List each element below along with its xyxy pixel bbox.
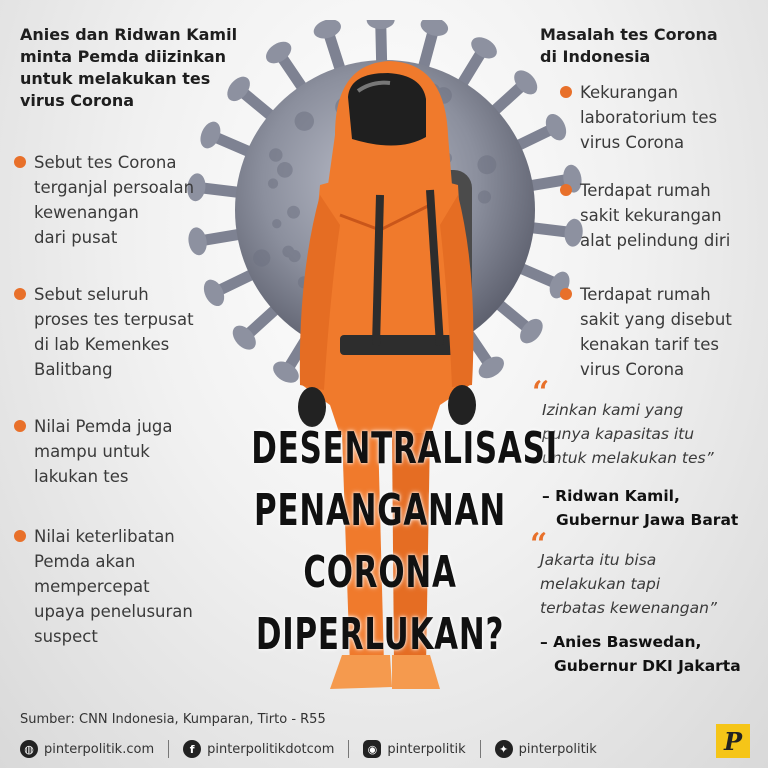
facebook-label: pinterpolitikdotcom: [207, 741, 335, 757]
headline-line: DIPERLUKAN?: [255, 609, 505, 660]
website-label: pinterpolitik.com: [44, 741, 155, 757]
quote-mark-icon: “: [532, 375, 550, 410]
right-item-line: Kekurangan: [580, 83, 679, 102]
right-item-line: virus Corona: [580, 360, 685, 379]
right-title-line: Masalah tes Corona: [540, 25, 718, 44]
left-item-line: Nilai keterlibatan: [34, 527, 175, 546]
headline: [215, 418, 558, 666]
left-column-title: [20, 24, 237, 112]
globe-icon: ◍: [20, 740, 38, 758]
instagram-label: pinterpolitik: [387, 741, 466, 757]
right-item-line: laboratorium tes: [580, 108, 718, 127]
attribution-line: Gubernur DKI Jakarta: [554, 657, 741, 675]
right-item-line: Terdapat rumah: [580, 181, 711, 200]
quote-line: Jakarta itu bisa: [540, 551, 657, 569]
left-item-line: Nilai Pemda juga: [34, 417, 173, 436]
twitter-link[interactable]: [495, 740, 611, 758]
left-item-2: [14, 282, 194, 382]
bullet-icon: [14, 288, 26, 300]
website-link[interactable]: [20, 740, 169, 758]
instagram-icon: ◉: [363, 740, 381, 758]
left-item-1: [14, 150, 194, 250]
left-item-line: lakukan tes: [34, 467, 129, 486]
quote-attribution-anies: [540, 630, 741, 678]
left-item-line: Pemda akan: [34, 552, 136, 571]
pinterpolitik-logo[interactable]: P: [716, 724, 750, 758]
left-item-line: kewenangan: [34, 203, 139, 222]
left-title-line: Anies dan Ridwan Kamil: [20, 25, 238, 44]
quote-line: punya kapasitas itu: [542, 425, 695, 443]
left-item-3: [14, 414, 173, 489]
quote-line: terbatas kewenangan”: [540, 599, 717, 617]
quote-line: Izinkan kami yang: [542, 401, 684, 419]
right-item-3: [560, 282, 732, 382]
quote-mark-icon: “: [530, 527, 548, 562]
right-item-line: sakit yang disebut: [580, 310, 732, 329]
instagram-link[interactable]: [363, 740, 480, 758]
left-item-line: mampu untuk: [34, 442, 150, 461]
left-item-line: di lab Kemenkes: [34, 335, 170, 354]
attribution-line: Gubernur Jawa Barat: [556, 511, 739, 529]
bullet-icon: [14, 530, 26, 542]
left-title-line: virus Corona: [20, 91, 135, 110]
headline-line: CORONA: [303, 547, 457, 598]
quote-line: melakukan tapi: [540, 575, 661, 593]
left-item-line: Sebut tes Corona: [34, 153, 177, 172]
right-item-2: [560, 178, 730, 253]
quote-ridwan-kamil: [542, 398, 714, 470]
left-item-line: Balitbang: [34, 360, 113, 379]
quote-anies-baswedan: [540, 548, 717, 620]
left-item-4: [14, 524, 193, 649]
left-item-line: mempercepat: [34, 577, 150, 596]
left-item-line: proses tes terpusat: [34, 310, 194, 329]
left-item-line: Sebut seluruh: [34, 285, 149, 304]
right-item-line: virus Corona: [580, 133, 685, 152]
left-item-line: suspect: [34, 627, 98, 646]
right-item-line: sakit kekurangan: [580, 206, 722, 225]
bullet-icon: [560, 288, 572, 300]
attribution-line: – Anies Baswedan,: [540, 633, 702, 651]
quote-line: untuk melakukan tes”: [542, 449, 714, 467]
source-credit: Sumber: CNN Indonesia, Kumparan, Tirto - R55: [20, 712, 326, 727]
left-item-line: upaya penelusuran: [34, 602, 193, 621]
twitter-label: pinterpolitik: [518, 741, 597, 757]
attribution-line: – Ridwan Kamil,: [542, 487, 680, 505]
bullet-icon: [560, 184, 572, 196]
right-item-1: [560, 80, 717, 155]
left-title-line: untuk melakukan tes: [20, 69, 211, 88]
headline-line: DESENTRALISASI: [251, 423, 558, 474]
bullet-icon: [14, 420, 26, 432]
left-title-line: minta Pemda diizinkan: [20, 47, 227, 66]
bullet-icon: [560, 86, 572, 98]
right-title-line: di Indonesia: [540, 47, 651, 66]
left-item-line: dari pusat: [34, 228, 118, 247]
right-item-line: kenakan tarif tes: [580, 335, 719, 354]
facebook-icon: f: [183, 740, 201, 758]
headline-line: PENANGANAN: [254, 485, 506, 536]
right-item-line: Terdapat rumah: [580, 285, 711, 304]
quote-attribution-ridwan: [542, 484, 738, 532]
social-links: [20, 737, 625, 761]
twitter-icon: ✦: [495, 740, 513, 758]
left-item-line: terganjal persoalan: [34, 178, 195, 197]
right-item-line: alat pelindung diri: [580, 231, 731, 250]
facebook-link[interactable]: [183, 740, 349, 758]
right-column-title: [540, 24, 718, 68]
bullet-icon: [14, 156, 26, 168]
